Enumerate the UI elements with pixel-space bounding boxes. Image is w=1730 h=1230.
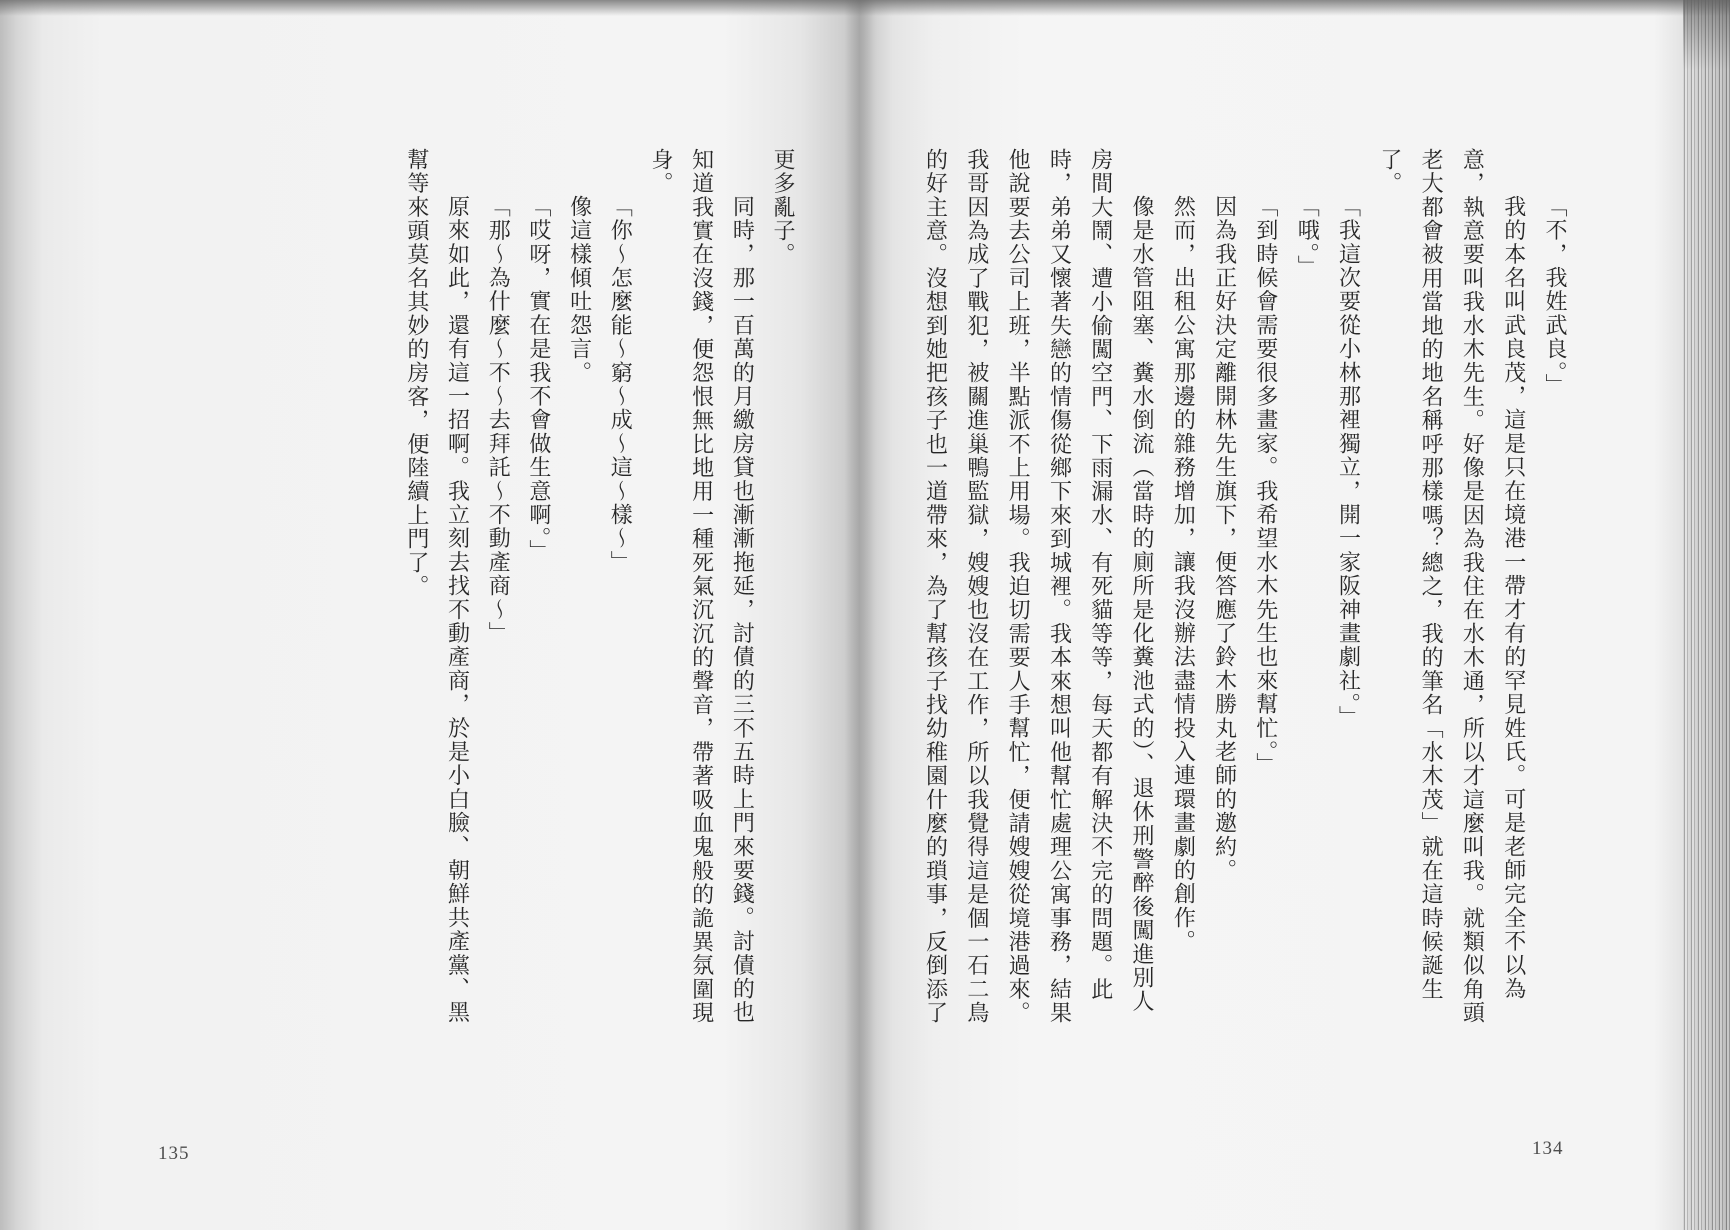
text-column: 原來如此，還有這一招啊。我立刻去找不動產商，於是小白臉、朝鮮共產黨、黑	[444, 195, 470, 1025]
page-number: 134	[1532, 1138, 1564, 1159]
text-column: 像這樣傾吐怨言。	[566, 195, 592, 385]
left-page-text	[400, 148, 797, 1048]
text-column: 然而，出租公寓那邊的雜務增加，讓我沒辦法盡情投入連環畫劇的創作。	[1170, 195, 1196, 954]
text-column: 時，弟弟又懷著失戀的情傷從鄉下來到城裡。我本來想叫他幫忙處理公寓事務，結果	[1046, 148, 1072, 1025]
text-column: 因為我正好決定離開林先生旗下，便答應了鈴木勝丸老師的邀約。	[1211, 195, 1237, 883]
text-column: 意，執意要叫我水木先生。好像是因為我住在水木通，所以才這麼叫我。就類似角頭	[1459, 148, 1485, 1025]
left-page	[0, 0, 860, 1230]
text-column: 我的本名叫武良茂，這是只在境港一帶才有的罕見姓氏。可是老師完全不以為	[1500, 195, 1526, 1001]
text-column: 「你～怎麼能～窮～成～這～樣～」	[607, 195, 633, 575]
text-column: 更多亂子。	[770, 148, 795, 267]
text-column: 知道我實在沒錢，便怨恨無比地用一種死氣沉沉的聲音，帶著吸血鬼般的詭異氛圍現	[688, 148, 714, 1025]
right-page-text	[919, 148, 1569, 1048]
text-column: 了。	[1376, 148, 1402, 196]
text-column: 我哥因為成了戰犯，被關進巢鴨監獄，嫂嫂也沒在工作，所以我覺得這是個一石二鳥	[963, 148, 989, 1025]
page-number: 135	[158, 1143, 190, 1164]
text-column: 他說要去公司上班，半點派不上用場。我迫切需要人手幫忙，便請嫂嫂從境港過來。	[1005, 148, 1031, 1025]
text-column: 的好主意。沒想到她把孩子也一道帶來，為了幫孩子找幼稚園什麼的瑣事，反倒添了	[922, 148, 948, 1025]
page-edges	[1683, 0, 1730, 1230]
text-column: 「到時候會需要很多畫家。我希望水木先生也來幫忙。」	[1252, 195, 1278, 777]
gutter-shadow	[844, 0, 876, 1230]
right-page	[860, 0, 1683, 1230]
text-column: 「哦。」	[1294, 195, 1320, 279]
text-column: 「我這次要從小林那裡獨立，開一家阪神畫劇社。」	[1335, 195, 1361, 730]
text-column: 身。	[647, 148, 673, 196]
text-column: 老大都會被用當地的地名稱呼那樣嗎？總之，我的筆名「水木茂」就在這時候誕生	[1418, 148, 1444, 1002]
text-column: 「不，我姓武良。」	[1542, 195, 1567, 398]
text-column: 像是水管阻塞、糞水倒流（當時的廁所是化糞池式的）、退休刑警醉後闖進別人	[1129, 195, 1155, 1014]
text-column: 房間大鬧、遭小偷闖空門、下雨漏水、有死貓等等，每天都有解決不完的問題。此	[1087, 148, 1113, 1002]
text-column: 「那～為什麼～不～去拜託～不動產商～」	[485, 195, 511, 646]
text-column: 「哎呀，實在是我不會做生意啊。」	[525, 195, 551, 564]
top-edge-shadow	[0, 0, 1730, 16]
text-column: 幫等來頭莫名其妙的房客，便陸續上門了。	[403, 148, 429, 599]
text-column: 同時，那一百萬的月繳房貸也漸漸拖延，討債的三不五時上門來要錢。討債的也	[729, 195, 755, 1025]
